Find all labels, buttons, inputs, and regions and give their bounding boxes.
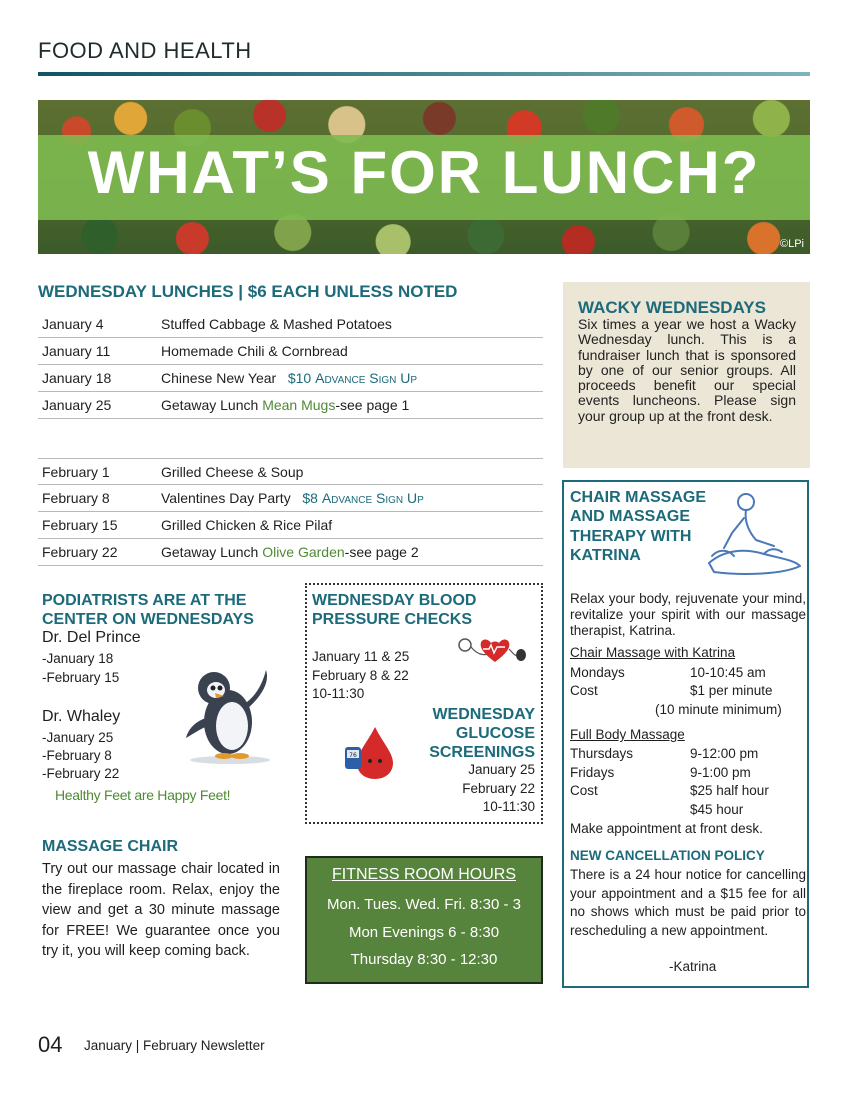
page-number: 04 <box>38 1032 63 1057</box>
meal-name: Valentines Day Party <box>161 490 291 506</box>
glucose-time: 10-11:30 <box>482 799 535 814</box>
bp-time: 10-11:30 <box>312 686 365 701</box>
fitness-room-box <box>305 856 543 984</box>
advance-signup <box>288 370 417 386</box>
lunch-meal <box>161 397 409 413</box>
lunch-table <box>38 311 543 566</box>
whaley-date: -January 25 <box>42 730 114 745</box>
lunch-row <box>38 419 543 459</box>
lunch-date: February 8 <box>42 490 110 506</box>
price: $10 <box>287 370 312 386</box>
chair-intro: Relax your body, rejuvenate your mind, revitalize your spirit with our massage therapist, Katrina. <box>570 591 806 638</box>
glucose-date-feb: February 22 <box>462 781 535 796</box>
restaurant-name: Mean Mugs <box>262 397 336 413</box>
full-cost-half: $25 half hour <box>690 783 769 798</box>
bp-dates-jan: January 11 & 25 <box>312 649 410 664</box>
lunch-date: February 1 <box>42 464 110 480</box>
doctor-whaley: Dr. Whaley <box>42 708 121 725</box>
chair-title: CHAIR MASSAGE AND MASSAGE THERAPY WITH KATRINA <box>570 489 707 564</box>
lunch-date: January 25 <box>42 397 112 413</box>
wacky-title: WACKY WEDNESDAYS <box>578 298 766 317</box>
lunch-row <box>38 338 543 365</box>
meal-name: Homemade Chili & Cornbread <box>161 343 348 359</box>
lunch-row <box>38 392 543 419</box>
signature: -Katrina <box>669 959 717 974</box>
doctor-del-prince: Dr. Del Prince <box>42 629 141 646</box>
meal-name: Grilled Chicken & Rice Pilaf <box>161 517 333 533</box>
fitness-row: Mon Evenings 6 - 8:30 <box>348 924 500 941</box>
page-reference: -see page 2 <box>344 544 419 560</box>
fitness-row: Thursday 8:30 - 12:30 <box>350 951 498 968</box>
lunch-row <box>38 459 543 485</box>
del-prince-date: -January 18 <box>42 651 114 666</box>
full-body-heading: Full Body Massage <box>570 727 685 742</box>
lunch-meal <box>161 464 303 480</box>
lunch-meal <box>161 517 332 533</box>
lunch-meal <box>161 490 424 506</box>
lunch-date: February 22 <box>42 544 118 560</box>
massage-icon <box>704 488 804 583</box>
signup-note: Advance Sign Up <box>321 490 424 506</box>
signup-note: Advance Sign Up <box>315 370 418 386</box>
full-cost-label: Cost <box>570 783 598 798</box>
chair-massage-heading: Chair Massage with Katrina <box>570 645 736 660</box>
lunch-row <box>38 512 543 539</box>
lunch-row <box>38 539 543 566</box>
wacky-wednesdays-box <box>563 282 810 468</box>
banner-title: WHAT’S FOR LUNCH? <box>87 139 761 206</box>
thursdays-label: Thursdays <box>570 746 634 761</box>
glucose-date-jan: January 25 <box>468 762 535 777</box>
banner-credit: ©LPi <box>779 238 804 250</box>
chair-cost: $1 per minute <box>690 683 773 698</box>
feet-tagline: Healthy Feet are Happy Feet! <box>55 787 231 803</box>
restaurant-name: Olive Garden <box>262 544 345 560</box>
chair-cost-label: Cost <box>570 683 598 698</box>
thursdays-time: 9-12:00 pm <box>690 746 759 761</box>
chair-minimum: (10 minute minimum) <box>655 702 782 717</box>
full-cost-hour: $45 hour <box>690 802 744 817</box>
section-title: FOOD AND HEALTH <box>38 38 252 63</box>
lunch-banner <box>38 100 810 254</box>
bp-dates-feb: February 8 & 22 <box>312 668 409 683</box>
policy-heading: NEW CANCELLATION POLICY <box>570 848 765 863</box>
wacky-body: Six times a year we host a Wacky Wednesday lunch. This is a fundraiser lunch that is sponsored by one of our senior groups. All proceeds benefit our special events luncheons. Please sign your group up at the front desk. <box>578 316 796 424</box>
lunch-meal <box>161 544 419 560</box>
blood-pressure-box <box>305 583 543 824</box>
fitness-row: Mon. Tues. Wed. Fri. 8:30 - 3 <box>327 896 521 913</box>
meal-name: Grilled Cheese & Soup <box>161 464 304 480</box>
lunch-row <box>38 485 543 512</box>
fitness-heading: FITNESS ROOM HOURS <box>331 866 516 883</box>
whaley-date: -February 8 <box>42 748 112 763</box>
lunch-date: January 4 <box>42 316 104 332</box>
lunches-heading: WEDNESDAY LUNCHES | $6 EACH UNLESS NOTED <box>38 282 458 301</box>
lunch-date: February 15 <box>42 517 118 533</box>
mondays-time: 10-10:45 am <box>690 665 766 680</box>
meal-name: Getaway Lunch <box>161 397 259 413</box>
meal-name: Chinese New Year <box>161 370 277 386</box>
lunch-date: January 11 <box>42 343 111 359</box>
lunch-row <box>38 365 543 392</box>
podiatrists-heading: PODIATRISTS ARE AT THE CENTER ON WEDNESDAYS <box>42 592 254 628</box>
appointment-note: Make appointment at front desk. <box>570 821 763 836</box>
meal-name: Getaway Lunch <box>161 544 259 560</box>
blood-drop-icon <box>343 725 398 780</box>
meter-reading: 76 <box>349 752 357 759</box>
page-reference: -see page 1 <box>335 397 410 413</box>
massage-chair-body: Try out our massage chair located in the fireplace room. Relax, enjoy the view and get a 30 minute massage for FREE! We guarantee once you try it, you will keep coming back. <box>42 861 280 959</box>
chair-massage-box <box>562 480 809 988</box>
meal-name: Stuffed Cabbage & Mashed Potatoes <box>161 316 392 332</box>
del-prince-date: -February 15 <box>42 670 120 685</box>
lunch-meal <box>161 316 392 332</box>
mondays-label: Mondays <box>570 665 625 680</box>
blood-pressure-icon <box>457 635 527 665</box>
bp-title: WEDNESDAY BLOOD PRESSURE CHECKS <box>312 592 477 628</box>
penguin-icon <box>180 660 280 765</box>
whaley-date: -February 22 <box>42 766 120 781</box>
lunch-meal <box>161 343 348 359</box>
lunch-date: January 18 <box>42 370 112 386</box>
fridays-time: 9-1:00 pm <box>690 765 751 780</box>
lunch-row <box>38 311 543 338</box>
fridays-label: Fridays <box>570 765 615 780</box>
title-rule <box>38 72 810 76</box>
policy-body: There is a 24 hour notice for cancelling your appointment and a $15 fee for all no shows which must be paid prior to rescheduling a new appointment. <box>570 867 806 939</box>
price: $8 <box>302 490 318 506</box>
footer-text: January | February Newsletter <box>84 1038 265 1053</box>
lunch-meal <box>161 370 417 386</box>
massage-chair-heading: MASSAGE CHAIR <box>42 838 179 855</box>
advance-signup <box>302 490 423 506</box>
glucose-title: WEDNESDAY GLUCOSE SCREENINGS <box>429 706 535 761</box>
